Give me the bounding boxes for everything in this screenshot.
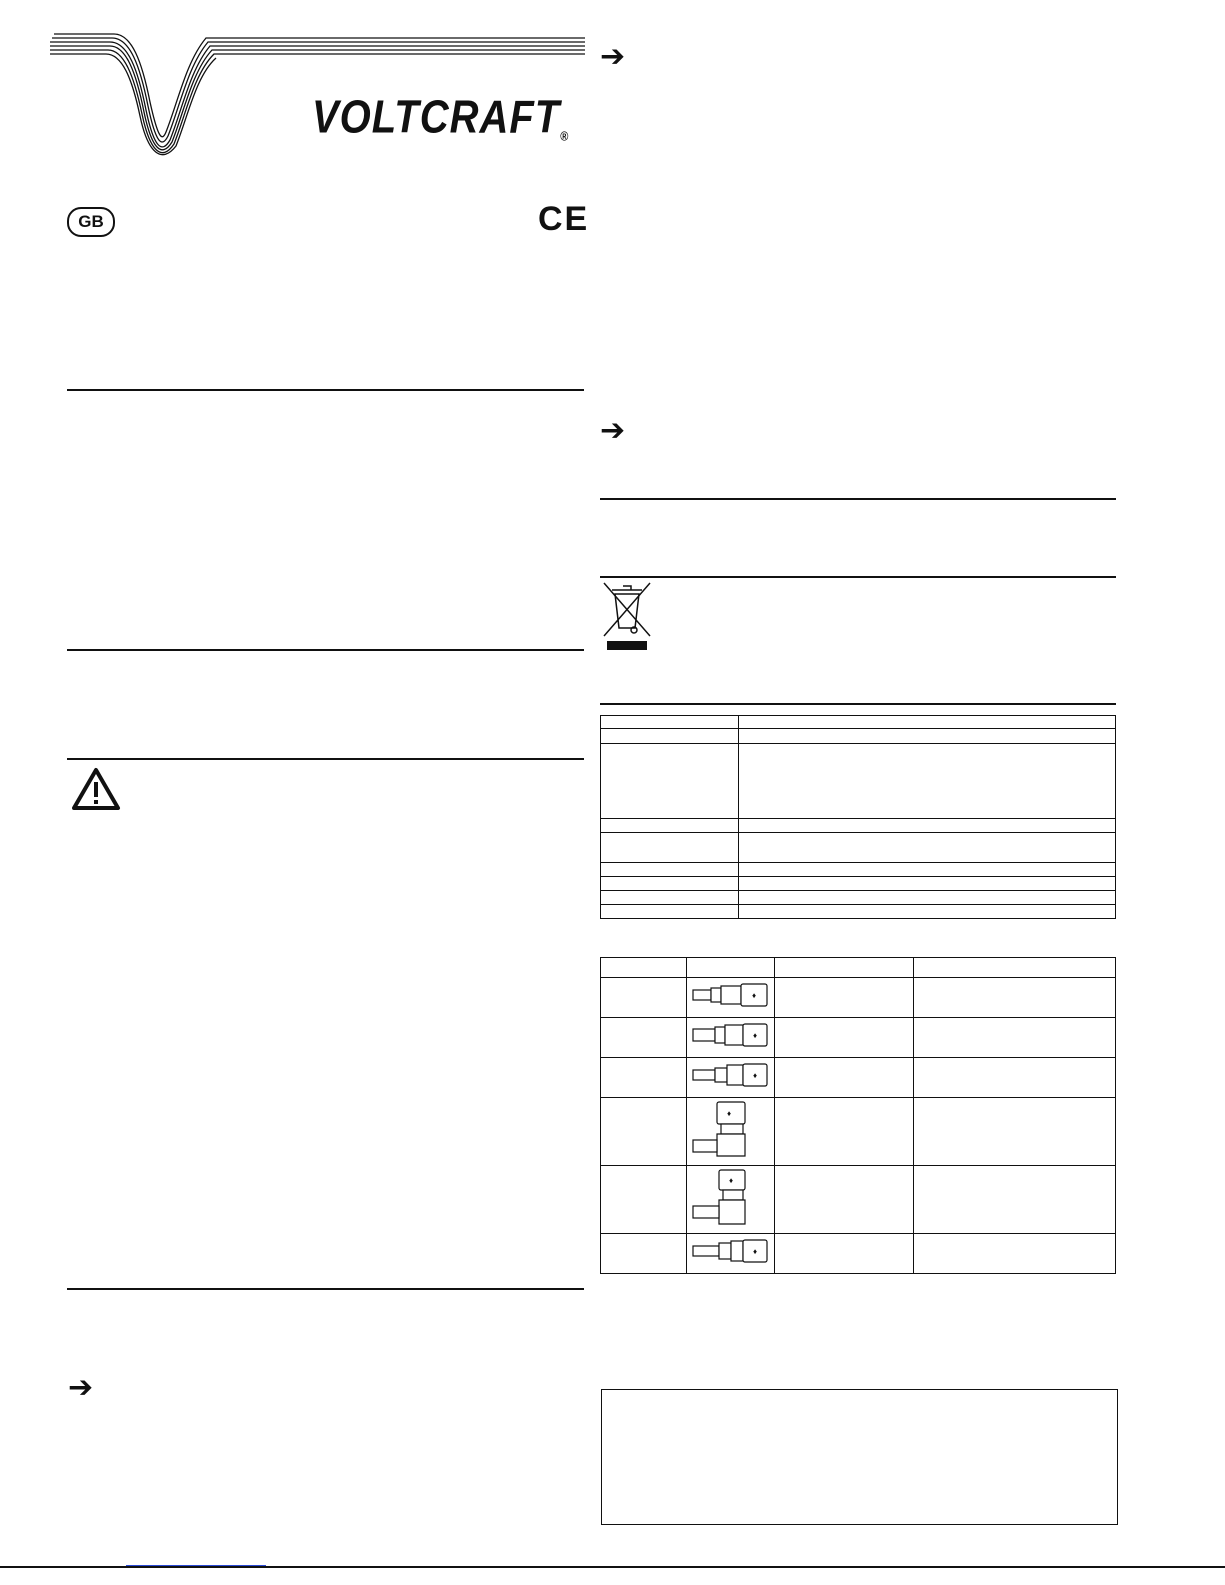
section-divider: [67, 389, 584, 391]
footer-link[interactable]: [126, 1557, 266, 1566]
svg-text:♦: ♦: [753, 1071, 758, 1080]
table-row: [601, 819, 1116, 833]
table-row: [601, 833, 1116, 863]
table-row: [601, 1098, 1116, 1166]
brand-logo-text: VOLTCRAFT®: [312, 92, 570, 144]
section-divider: [600, 703, 1116, 705]
straight-plug-icon: [687, 978, 773, 1012]
table-row: [601, 1166, 1116, 1234]
angled-plug-icon: [687, 1098, 773, 1160]
svg-text:♦: ♦: [753, 1031, 758, 1040]
svg-text:♦: ♦: [729, 1176, 734, 1185]
table-row: [601, 1058, 1116, 1098]
plug-adapter-table: [600, 957, 1116, 1274]
table-row: [601, 877, 1116, 891]
warning-triangle-icon: [70, 766, 122, 812]
table-row: [601, 1018, 1116, 1058]
table-row: [601, 1234, 1116, 1274]
table-row: [601, 729, 1116, 744]
legal-notice-box: [601, 1389, 1118, 1525]
straight-plug-icon: [687, 1234, 773, 1268]
technical-data-table: [600, 715, 1116, 919]
table-row: [601, 958, 1116, 978]
table-row: [601, 863, 1116, 877]
section-divider: [600, 576, 1116, 578]
right-arrow-icon: ➔: [600, 414, 626, 447]
angled-plug-icon: [687, 1166, 773, 1228]
crossed-out-wheelie-bin-icon: [601, 580, 653, 654]
section-divider: [67, 1288, 584, 1290]
svg-text:♦: ♦: [727, 1109, 732, 1118]
footer-rule: [0, 1566, 1225, 1568]
right-arrow-icon: ➔: [68, 1371, 94, 1404]
section-divider: [67, 758, 584, 760]
section-divider: [67, 649, 584, 651]
straight-plug-icon: [687, 1058, 773, 1092]
section-divider: [600, 498, 1116, 500]
svg-text:♦: ♦: [752, 991, 757, 1000]
country-badge: GB: [67, 207, 115, 237]
table-row: [601, 744, 1116, 819]
right-arrow-icon: ➔: [600, 40, 626, 73]
svg-text:♦: ♦: [753, 1247, 758, 1256]
table-row: [601, 716, 1116, 729]
table-row: [601, 891, 1116, 905]
table-row: [601, 978, 1116, 1018]
table-row: [601, 905, 1116, 919]
ce-mark: CE: [538, 200, 590, 238]
straight-plug-icon: [687, 1018, 773, 1052]
